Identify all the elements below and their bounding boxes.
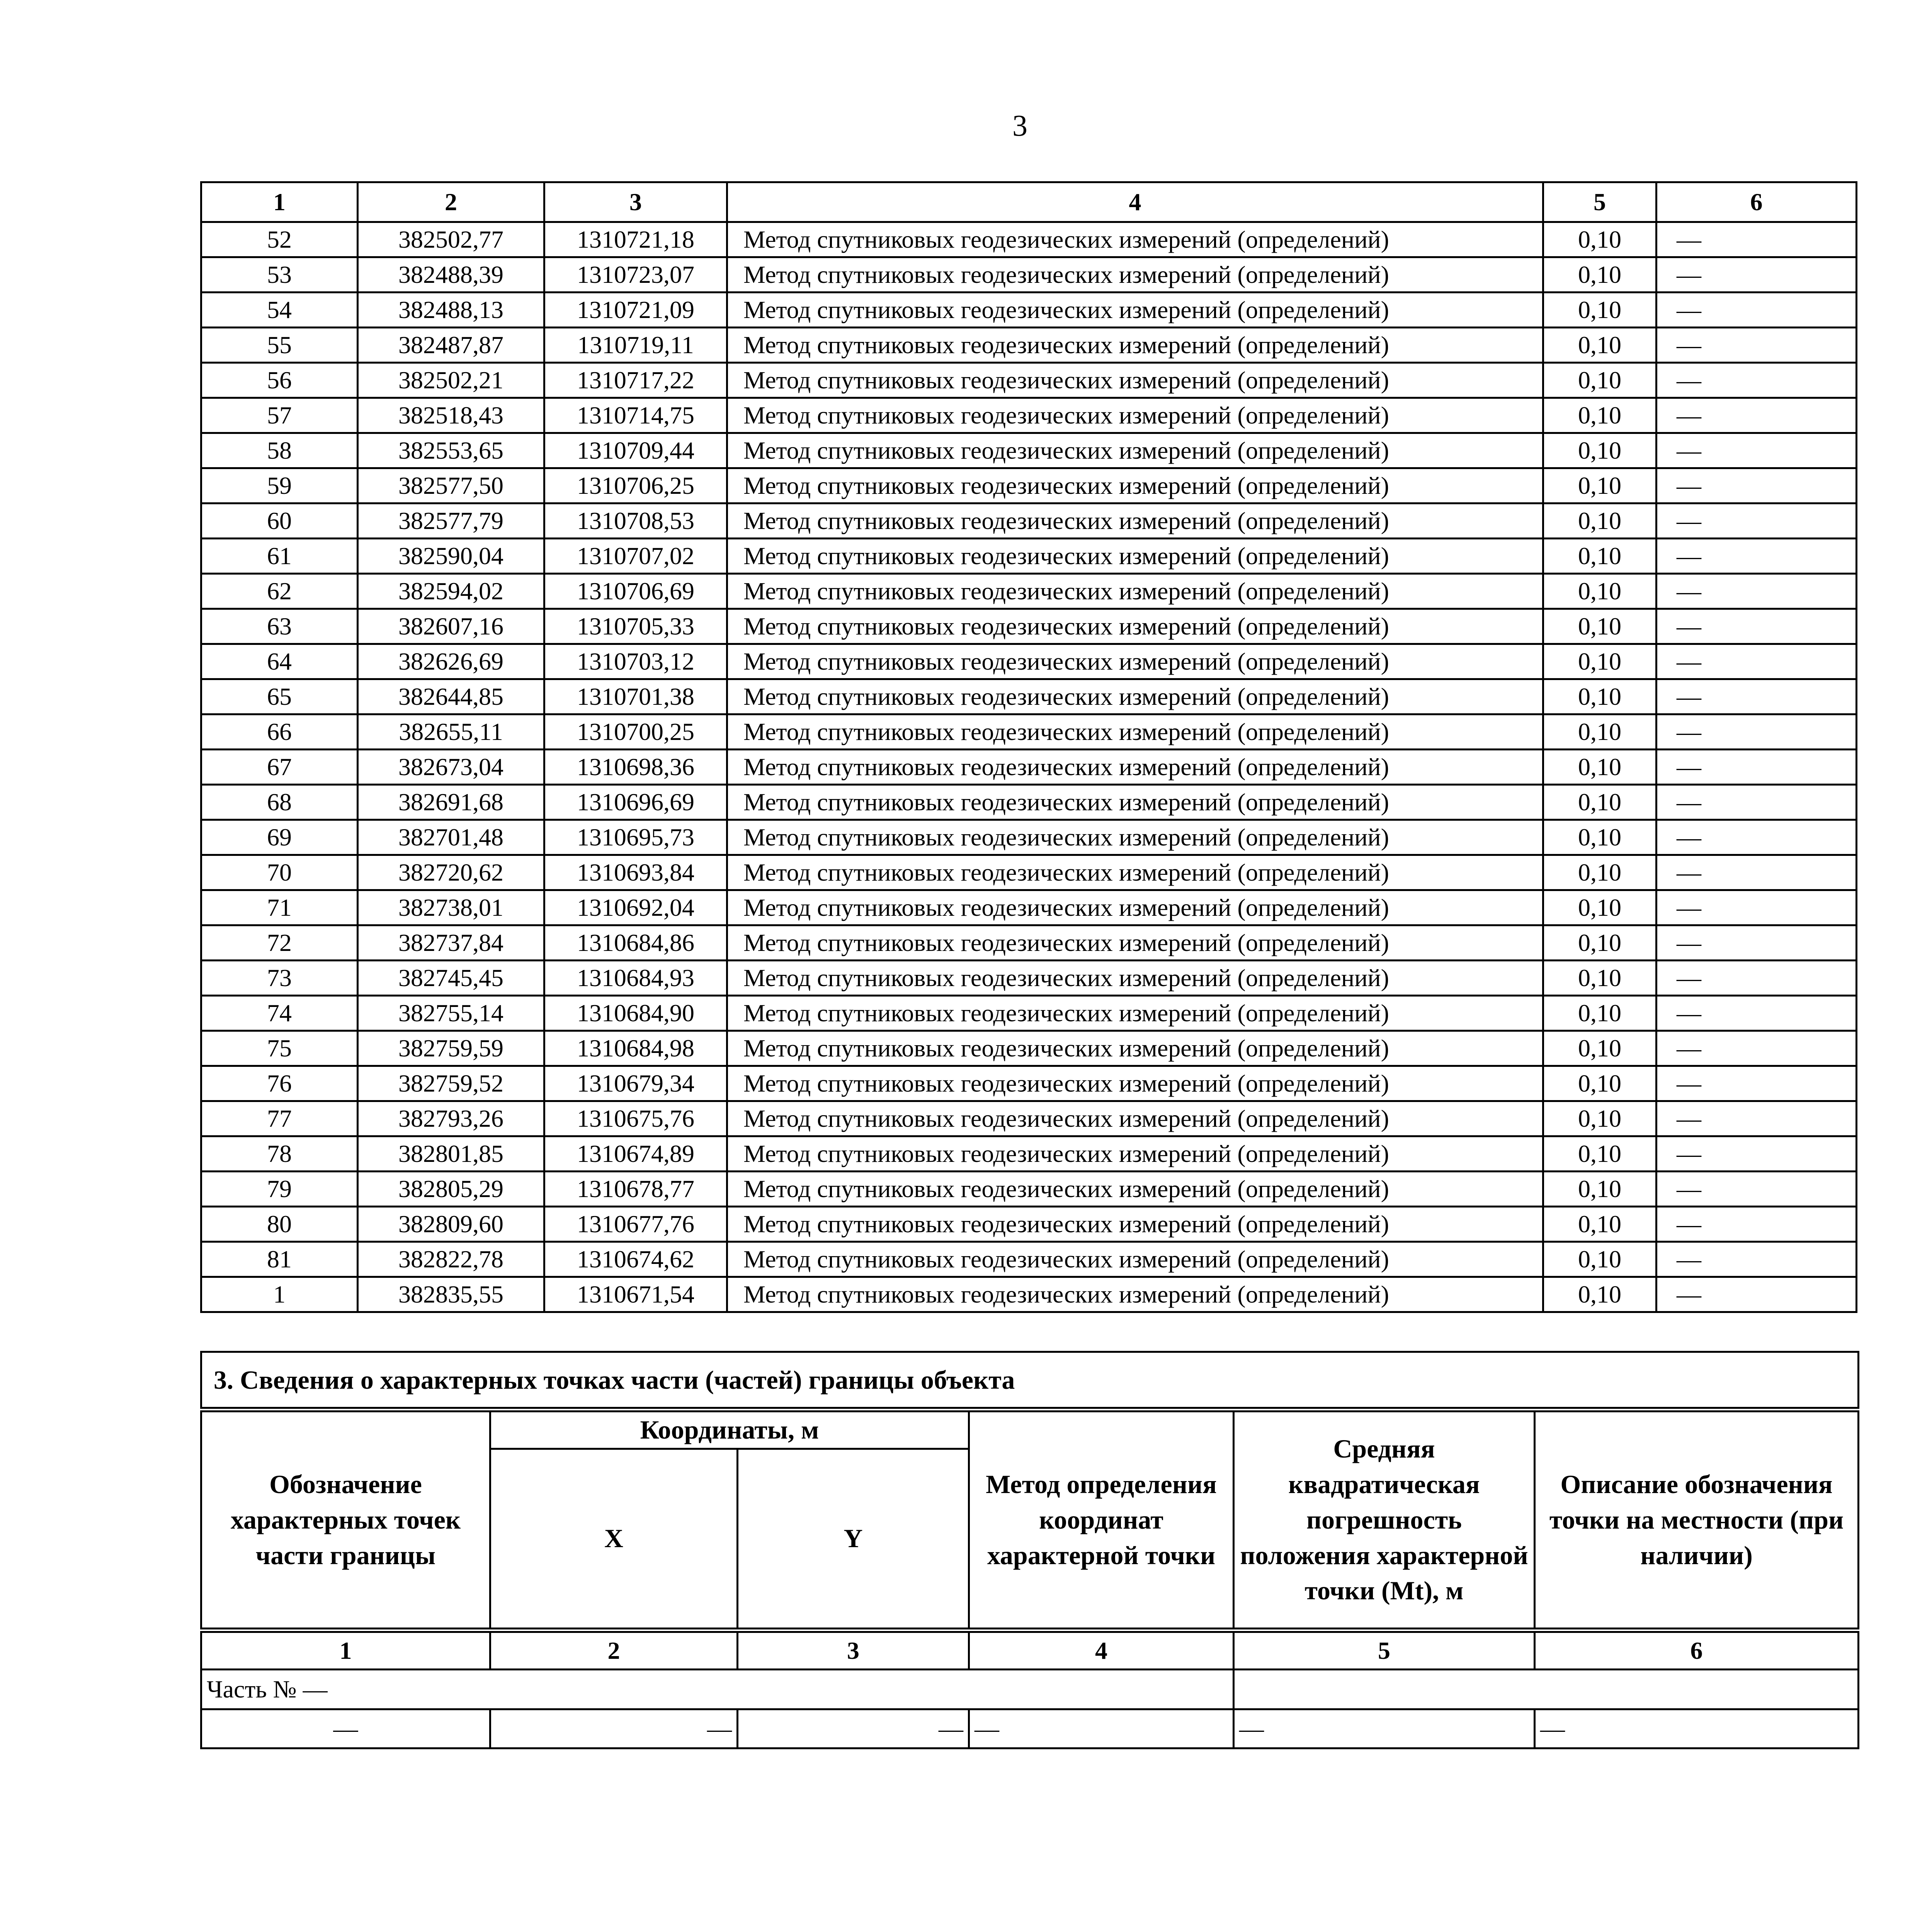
header-y: Y [738, 1449, 969, 1630]
cell-accuracy: 0,10 [1543, 1101, 1656, 1136]
table-row [201, 1172, 1857, 1207]
cell-point-number: 77 [201, 1101, 358, 1136]
cell-y: 1310708,53 [544, 503, 727, 539]
cell-point-number: 58 [201, 433, 358, 468]
cell-description: — [1656, 961, 1857, 996]
cell-y: 1310706,25 [544, 468, 727, 503]
cell-description: — [1656, 925, 1857, 961]
cell-method: Метод спутниковых геодезических измерений (определений) [727, 433, 1543, 468]
cell-description: — [1656, 1172, 1857, 1207]
cell-accuracy: 0,10 [1543, 1031, 1656, 1066]
cell-method: Метод спутниковых геодезических измерений (определений) [727, 785, 1543, 820]
cell-method: Метод спутниковых геодезических измерений (определений) [727, 644, 1543, 679]
cell-description: — [1656, 503, 1857, 539]
cell-method: Метод спутниковых геодезических измерений (определений) [727, 222, 1543, 257]
cell-x: 382759,59 [358, 1031, 544, 1066]
cell-method: Метод спутниковых геодезических измерений (определений) [727, 820, 1543, 855]
cell-x: 382701,48 [358, 820, 544, 855]
cell-y: 1310705,33 [544, 609, 727, 644]
cell-point-number: 66 [201, 714, 358, 750]
cell-y: 1310684,93 [544, 961, 727, 996]
cell-description: — [1656, 1136, 1857, 1172]
column-number: 6 [1535, 1630, 1859, 1670]
cell-accuracy: 0,10 [1543, 1066, 1656, 1101]
cell-description: — [1656, 855, 1857, 890]
table-row [201, 1101, 1857, 1136]
table-row [201, 925, 1857, 961]
cell-x: 382655,11 [358, 714, 544, 750]
cell-accuracy: 0,10 [1543, 609, 1656, 644]
table-row [201, 1242, 1857, 1277]
header-description: Описание обозначения точки на местности (при наличии) [1535, 1410, 1859, 1630]
table-row [201, 644, 1857, 679]
column-number: 3 [738, 1630, 969, 1670]
cell-description: — [1656, 1101, 1857, 1136]
column-number: 2 [490, 1630, 738, 1670]
cell-y: 1310721,09 [544, 293, 727, 328]
cell-y: 1310706,69 [544, 574, 727, 609]
cell-description: — [1656, 996, 1857, 1031]
cell-y: 1310684,90 [544, 996, 727, 1031]
cell-y: 1310678,77 [544, 1172, 727, 1207]
cell-description: — [1656, 890, 1857, 925]
cell-y: 1310675,76 [544, 1101, 727, 1136]
cell-method: Метод спутниковых геодезических измерений (определений) [727, 679, 1543, 714]
cell-description: — [1656, 644, 1857, 679]
cell-description: — [1656, 785, 1857, 820]
cell-accuracy: 0,10 [1543, 785, 1656, 820]
cell-point-number: 61 [201, 539, 358, 574]
cell-description: — [1656, 1207, 1857, 1242]
cell-method: Метод спутниковых геодезических измерений (определений) [727, 257, 1543, 293]
table-row [201, 539, 1857, 574]
table-row [201, 1066, 1857, 1101]
column-number-row [201, 1630, 1859, 1670]
table-row [201, 996, 1857, 1031]
cell-y: 1310692,04 [544, 890, 727, 925]
cell-method: Метод спутниковых геодезических измерений (определений) [727, 1136, 1543, 1172]
cell-x: 382673,04 [358, 750, 544, 785]
cell-point-number: 74 [201, 996, 358, 1031]
cell-point-number: 62 [201, 574, 358, 609]
table-row [201, 222, 1857, 257]
cell-x: 382502,77 [358, 222, 544, 257]
cell-method: Метод спутниковых геодезических измерений (определений) [727, 1242, 1543, 1277]
cell-point-number: 63 [201, 609, 358, 644]
table-row [201, 785, 1857, 820]
cell-accuracy: 0,10 [1543, 468, 1656, 503]
cell-accuracy: 0,10 [1543, 328, 1656, 363]
column-number: 5 [1234, 1630, 1535, 1670]
cell-method: Метод спутниковых геодезических измерений (определений) [727, 539, 1543, 574]
part-label: Часть № — [201, 1670, 1234, 1709]
cell-description: — [1656, 468, 1857, 503]
cell-method: Метод спутниковых геодезических измерений (определений) [727, 961, 1543, 996]
table-row [201, 1277, 1857, 1312]
cell-point-number: 81 [201, 1242, 358, 1277]
table-row [201, 503, 1857, 539]
cell-y: 1310679,34 [544, 1066, 727, 1101]
cell-point-number: 57 [201, 398, 358, 433]
cell-point-number: 65 [201, 679, 358, 714]
table-row [201, 574, 1857, 609]
coordinates-table [200, 181, 1857, 1313]
cell-accuracy: 0,10 [1543, 1277, 1656, 1312]
cell-x: 382626,69 [358, 644, 544, 679]
cell-y: 1310698,36 [544, 750, 727, 785]
cell-accuracy: 0,10 [1543, 293, 1656, 328]
cell-description: — [1656, 609, 1857, 644]
cell-x: 382801,85 [358, 1136, 544, 1172]
cell-point-number: 64 [201, 644, 358, 679]
cell-x: 382644,85 [358, 679, 544, 714]
cell-y: 1310674,89 [544, 1136, 727, 1172]
cell-accuracy: 0,10 [1543, 996, 1656, 1031]
table-row [201, 961, 1857, 996]
cell-description: — [1535, 1709, 1859, 1748]
cell-method: Метод спутниковых геодезических измерений (определений) [727, 328, 1543, 363]
cell-x: 382822,78 [358, 1242, 544, 1277]
cell-accuracy: 0,10 [1543, 363, 1656, 398]
column-header: 2 [358, 182, 544, 222]
cell-x: 382488,13 [358, 293, 544, 328]
cell-x: 382691,68 [358, 785, 544, 820]
cell-x: 382755,14 [358, 996, 544, 1031]
cell-method: Метод спутниковых геодезических измерений (определений) [727, 1066, 1543, 1101]
cell-description: — [1656, 1066, 1857, 1101]
table-row [201, 433, 1857, 468]
cell-method: Метод спутниковых геодезических измерений (определений) [727, 1031, 1543, 1066]
cell-x: 382553,65 [358, 433, 544, 468]
cell-point-number: 54 [201, 293, 358, 328]
part-row [201, 1670, 1859, 1709]
cell-y: 1310709,44 [544, 433, 727, 468]
cell-description: — [1656, 257, 1857, 293]
cell-description: — [1656, 820, 1857, 855]
cell-x: 382738,01 [358, 890, 544, 925]
header-method: Метод определения координат характерной точки [969, 1410, 1234, 1630]
cell-y: 1310671,54 [544, 1277, 727, 1312]
cell-accuracy: 0,10 [1543, 855, 1656, 890]
cell-y: 1310677,76 [544, 1207, 727, 1242]
cell-point-number: 1 [201, 1277, 358, 1312]
cell-point-number: 79 [201, 1172, 358, 1207]
column-number-row [201, 182, 1857, 222]
table-row [201, 468, 1857, 503]
cell-y: 1310701,38 [544, 679, 727, 714]
cell-method: Метод спутниковых геодезических измерений (определений) [727, 468, 1543, 503]
table-row [201, 820, 1857, 855]
cell-method: Метод спутниковых геодезических измерений (определений) [727, 503, 1543, 539]
cell-y: 1310693,84 [544, 855, 727, 890]
cell-accuracy: 0,10 [1543, 433, 1656, 468]
cell-accuracy: 0,10 [1543, 679, 1656, 714]
cell-description: — [1656, 1242, 1857, 1277]
cell-point-number: 72 [201, 925, 358, 961]
cell-description: — [1656, 398, 1857, 433]
cell-accuracy: 0,10 [1543, 1242, 1656, 1277]
cell-y: 1310674,62 [544, 1242, 727, 1277]
cell-accuracy: 0,10 [1543, 961, 1656, 996]
cell-y: 1310703,12 [544, 644, 727, 679]
table-row [201, 1031, 1857, 1066]
cell-point-number: 78 [201, 1136, 358, 1172]
cell-point-number: 52 [201, 222, 358, 257]
cell-description: — [1656, 714, 1857, 750]
cell-accuracy: — [1234, 1709, 1535, 1748]
cell-x: 382737,84 [358, 925, 544, 961]
cell-accuracy: 0,10 [1543, 257, 1656, 293]
cell-point-number: 71 [201, 890, 358, 925]
cell-point-number: 59 [201, 468, 358, 503]
cell-y: — [738, 1709, 969, 1748]
cell-point-number: 56 [201, 363, 358, 398]
cell-accuracy: 0,10 [1543, 644, 1656, 679]
column-header: 1 [201, 182, 358, 222]
cell-method: Метод спутниковых геодезических измерений (определений) [727, 1277, 1543, 1312]
column-header: 6 [1656, 182, 1857, 222]
cell-point-number: 76 [201, 1066, 358, 1101]
header-x: X [490, 1449, 738, 1630]
header-accuracy: Средняя квадратическая погрешность положения характерной точки (Mt), м [1234, 1410, 1535, 1630]
cell-accuracy: 0,10 [1543, 574, 1656, 609]
cell-accuracy: 0,10 [1543, 539, 1656, 574]
cell-x: 382577,50 [358, 468, 544, 503]
cell-description: — [1656, 222, 1857, 257]
cell-y: 1310717,22 [544, 363, 727, 398]
table-row [201, 257, 1857, 293]
cell-x: 382577,79 [358, 503, 544, 539]
table-row [201, 714, 1857, 750]
column-header: 3 [544, 182, 727, 222]
cell-y: 1310714,75 [544, 398, 727, 433]
cell-description: — [1656, 1031, 1857, 1066]
cell-method: Метод спутниковых геодезических измерений (определений) [727, 293, 1543, 328]
cell-method: Метод спутниковых геодезических измерений (определений) [727, 1172, 1543, 1207]
cell-y: 1310696,69 [544, 785, 727, 820]
cell-method: Метод спутниковых геодезических измерений (определений) [727, 925, 1543, 961]
cell-method: Метод спутниковых геодезических измерений (определений) [727, 1101, 1543, 1136]
column-header: 5 [1543, 182, 1656, 222]
cell-method: Метод спутниковых геодезических измерений (определений) [727, 1207, 1543, 1242]
table-row [201, 363, 1857, 398]
cell-x: 382835,55 [358, 1277, 544, 1312]
cell-description: — [1656, 328, 1857, 363]
cell-accuracy: 0,10 [1543, 925, 1656, 961]
cell-description: — [1656, 539, 1857, 574]
cell-method: Метод спутниковых геодезических измерений (определений) [727, 750, 1543, 785]
cell-method: Метод спутниковых геодезических измерений (определений) [727, 574, 1543, 609]
cell-y: 1310684,98 [544, 1031, 727, 1066]
column-number: 4 [969, 1630, 1234, 1670]
table-row [201, 1709, 1859, 1748]
cell-x: 382488,39 [358, 257, 544, 293]
cell-accuracy: 0,10 [1543, 890, 1656, 925]
cell-method: Метод спутниковых геодезических измерений (определений) [727, 996, 1543, 1031]
cell-accuracy: 0,10 [1543, 1172, 1656, 1207]
cell-point-number: 55 [201, 328, 358, 363]
page-number: 3 [1012, 109, 1027, 142]
cell-point-number: 80 [201, 1207, 358, 1242]
table-row [201, 679, 1857, 714]
cell-description: — [1656, 363, 1857, 398]
table-row [201, 1136, 1857, 1172]
table-row [201, 328, 1857, 363]
cell-accuracy: 0,10 [1543, 714, 1656, 750]
table-row [201, 398, 1857, 433]
cell-accuracy: 0,10 [1543, 820, 1656, 855]
cell-point-number: 70 [201, 855, 358, 890]
cell-accuracy: 0,10 [1543, 1207, 1656, 1242]
cell-point-number: 75 [201, 1031, 358, 1066]
cell-x: 382793,26 [358, 1101, 544, 1136]
table-row [201, 1207, 1857, 1242]
cell-point-number: 69 [201, 820, 358, 855]
cell-method: Метод спутниковых геодезических измерений (определений) [727, 890, 1543, 925]
cell-description: — [1656, 750, 1857, 785]
cell-y: 1310707,02 [544, 539, 727, 574]
cell-accuracy: 0,10 [1543, 1136, 1656, 1172]
cell-y: 1310695,73 [544, 820, 727, 855]
column-header: 4 [727, 182, 1543, 222]
cell-x: 382759,52 [358, 1066, 544, 1101]
cell-x: — [490, 1709, 738, 1748]
cell-point-number: 73 [201, 961, 358, 996]
cell-x: 382487,87 [358, 328, 544, 363]
cell-x: 382745,45 [358, 961, 544, 996]
cell-method: Метод спутниковых геодезических измерений (определений) [727, 714, 1543, 750]
cell-point-number: 67 [201, 750, 358, 785]
cell-y: 1310684,86 [544, 925, 727, 961]
cell-description: — [1656, 433, 1857, 468]
cell-x: 382518,43 [358, 398, 544, 433]
cell-x: 382502,21 [358, 363, 544, 398]
cell-description: — [1656, 679, 1857, 714]
table-row [201, 890, 1857, 925]
table-row [201, 293, 1857, 328]
cell-description: — [1656, 1277, 1857, 1312]
cell-accuracy: 0,10 [1543, 503, 1656, 539]
header-designation: Обозначение характерных точек части границы [201, 1410, 490, 1630]
cell-method: Метод спутниковых геодезических измерений (определений) [727, 398, 1543, 433]
cell-point-number: 60 [201, 503, 358, 539]
cell-description: — [1656, 293, 1857, 328]
cell-x: 382720,62 [358, 855, 544, 890]
cell-method: Метод спутниковых геодезических измерений (определений) [727, 855, 1543, 890]
cell-y: 1310721,18 [544, 222, 727, 257]
cell-point-number: 53 [201, 257, 358, 293]
table-row [201, 855, 1857, 890]
section-title: 3. Сведения о характерных точках части (частей) границы объекта [201, 1352, 1859, 1410]
cell-accuracy: 0,10 [1543, 398, 1656, 433]
cell-method: — [969, 1709, 1234, 1748]
header-coordinates: Координаты, м [490, 1410, 969, 1449]
table-row [201, 750, 1857, 785]
parts-table [200, 1351, 1859, 1749]
table-row [201, 609, 1857, 644]
column-number: 1 [201, 1630, 490, 1670]
cell-x: 382809,60 [358, 1207, 544, 1242]
cell-accuracy: 0,10 [1543, 222, 1656, 257]
cell-y: 1310719,11 [544, 328, 727, 363]
cell-x: 382590,04 [358, 539, 544, 574]
cell-x: 382607,16 [358, 609, 544, 644]
cell-method: Метод спутниковых геодезических измерений (определений) [727, 609, 1543, 644]
cell-accuracy: 0,10 [1543, 750, 1656, 785]
cell-point-number: 68 [201, 785, 358, 820]
cell-y: 1310723,07 [544, 257, 727, 293]
cell-method: Метод спутниковых геодезических измерений (определений) [727, 363, 1543, 398]
cell-description: — [1656, 574, 1857, 609]
cell-x: 382594,02 [358, 574, 544, 609]
part-empty-cell [1234, 1670, 1859, 1709]
cell-designation: — [201, 1709, 490, 1748]
cell-y: 1310700,25 [544, 714, 727, 750]
cell-x: 382805,29 [358, 1172, 544, 1207]
